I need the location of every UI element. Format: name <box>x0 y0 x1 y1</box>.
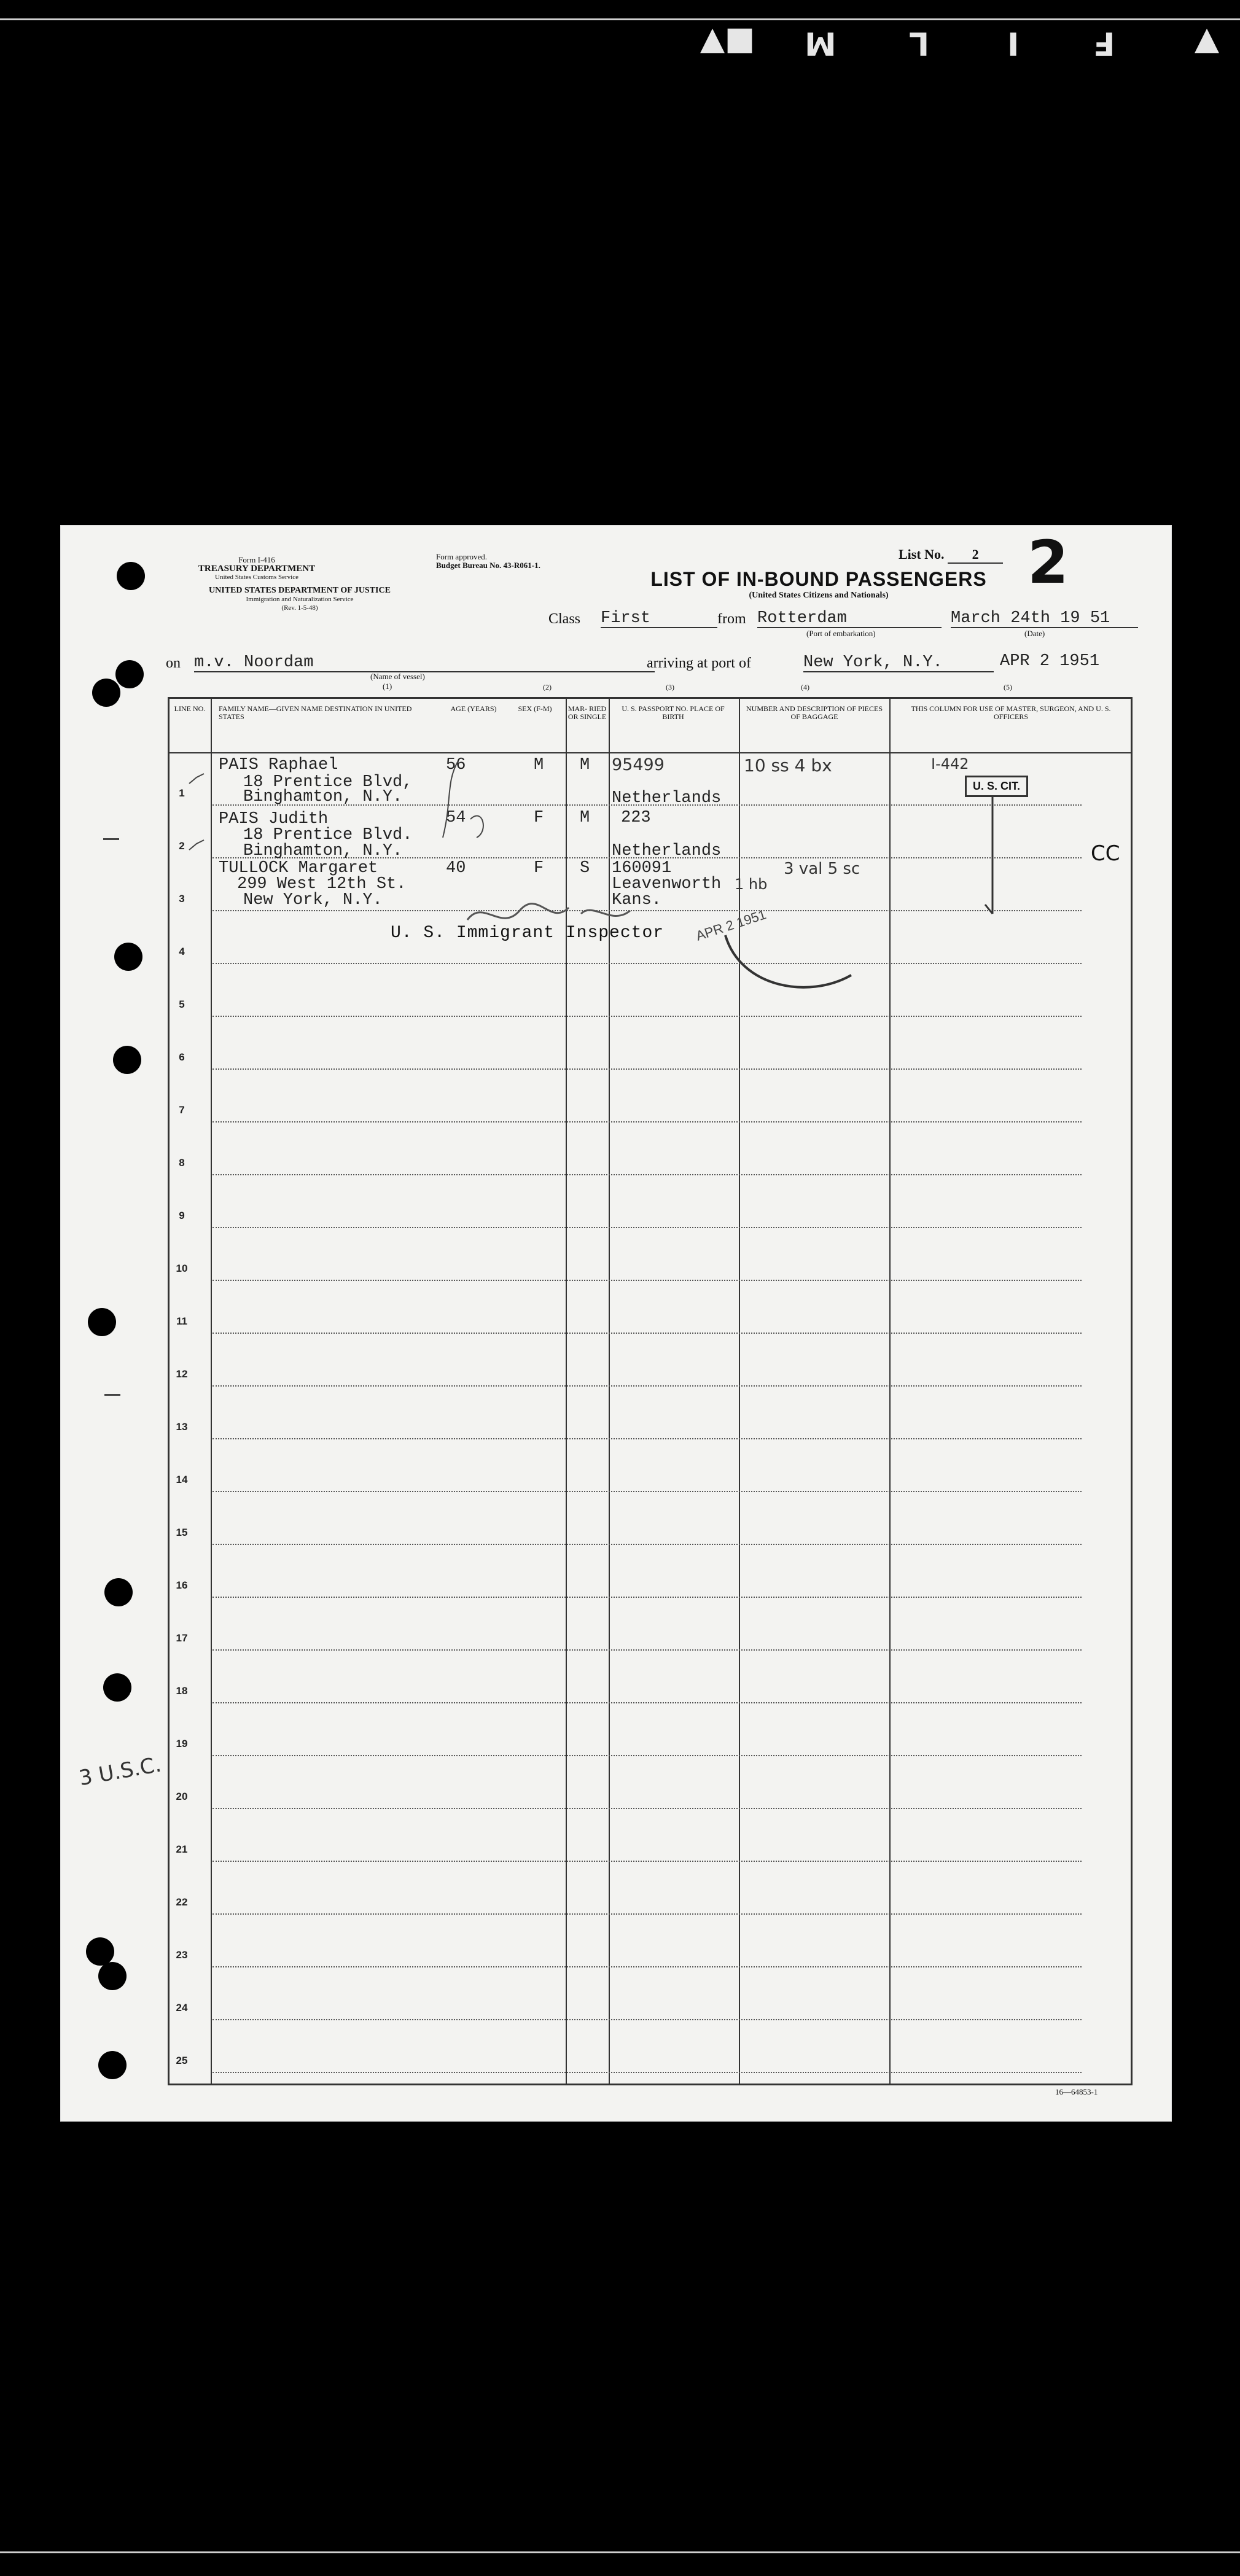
margin-mark <box>103 838 119 840</box>
film-mark: L <box>909 25 930 61</box>
inspector-date-stamp: APR 2 1951 <box>693 906 768 944</box>
punch-hole <box>114 943 142 971</box>
stamp-arc <box>722 932 857 1000</box>
from-value: Rotterdam <box>757 610 942 628</box>
arriving-label: arriving at port of <box>647 655 751 671</box>
row-rule <box>213 1966 1082 1967</box>
list-label: List No. <box>899 547 945 562</box>
inspector-label: U. S. Immigrant Inspector <box>391 924 665 943</box>
vessel-name: m.v. Noordam <box>194 654 655 672</box>
form-agency-block <box>165 556 349 582</box>
passenger-city: Binghamton, N.Y. <box>243 788 403 806</box>
row-number: 9 <box>179 1210 185 1221</box>
film-mark: M <box>805 25 836 61</box>
officer-mark: CC <box>1091 841 1120 866</box>
birth-place-state: Kans. <box>612 891 662 909</box>
date-caption: (Date) <box>1024 629 1045 638</box>
row-number: 2 <box>179 840 185 852</box>
column-divider <box>889 699 891 2084</box>
row-rule <box>213 1861 1082 1862</box>
form-number: Form I-416 <box>238 555 275 564</box>
row-rule <box>213 1068 1082 1070</box>
film-edge-line-bottom <box>0 2551 1240 2553</box>
passenger-married: M <box>580 756 590 774</box>
side-note: 3 U.S.C. <box>77 1752 163 1791</box>
col-header-officers: THIS COLUMN FOR USE OF MASTER, SURGEON, AND U. S. OFFICERS <box>911 704 1111 721</box>
vessel-col-num: (1) <box>383 682 392 691</box>
passenger-address: 18 Prentice Blvd. <box>243 826 413 844</box>
ins-service: Immigration and Naturalization Service <box>246 596 354 603</box>
col-header-passport: U. S. PASSPORT NO. PLACE OF BIRTH <box>622 704 725 721</box>
row-number: 4 <box>179 946 185 957</box>
birth-place: Netherlands <box>612 842 722 860</box>
row-number: 15 <box>176 1527 188 1538</box>
col-header-baggage: NUMBER AND DESCRIPTION OF PIECES OF BAGGAGE <box>746 704 883 721</box>
arrival-date-stamp: APR 2 1951 <box>1000 652 1100 671</box>
row-number: 18 <box>176 1685 188 1697</box>
row-rule <box>213 1913 1082 1915</box>
row-number: 1 <box>179 787 185 799</box>
passenger-name: PAIS Judith <box>219 810 329 828</box>
col-num-4: (4) <box>801 683 809 691</box>
col-header-married: MAR- RIED OR SINGLE <box>567 704 607 721</box>
row-number: 24 <box>176 2002 188 2014</box>
row-rule <box>213 1808 1082 1809</box>
punch-hole <box>88 1308 116 1336</box>
punch-hole <box>98 1962 127 1990</box>
row-number: 14 <box>176 1474 188 1485</box>
row-number: 5 <box>179 998 185 1010</box>
film-edge-line <box>0 18 1240 20</box>
justice-dept: UNITED STATES DEPARTMENT OF JUSTICE <box>209 586 391 595</box>
row-number: 8 <box>179 1157 185 1169</box>
citizen-stamp: U. S. CIT. <box>965 776 1028 797</box>
baggage: 10 ss 4 bx <box>744 755 832 776</box>
margin-mark <box>104 1394 120 1396</box>
passenger-city: Binghamton, N.Y. <box>243 842 403 860</box>
row-rule <box>213 1121 1082 1123</box>
row-rule <box>213 1333 1082 1334</box>
list-value: 2 <box>948 547 1003 564</box>
row-rule <box>213 1227 1082 1228</box>
treasury-dept: TREASURY DEPARTMENT <box>198 564 316 574</box>
on-label: on <box>166 655 181 671</box>
class-label: Class <box>548 611 581 627</box>
passport-number: 223 <box>621 809 651 827</box>
birth-place: Netherlands <box>612 789 722 807</box>
row-rule <box>213 1755 1082 1756</box>
row-number: 19 <box>176 1738 188 1749</box>
page-subtitle: (United States Citizens and Nationals) <box>749 591 889 600</box>
passport-number: 160091 <box>612 859 672 877</box>
baggage-extra: 1 hb <box>735 876 768 893</box>
passenger-name: TULLOCK Margaret <box>219 859 378 877</box>
punch-hole <box>113 1046 141 1074</box>
row-number: 3 <box>179 893 185 905</box>
punch-hole <box>98 2051 127 2079</box>
row-rule <box>213 1544 1082 1545</box>
passenger-age: 56 <box>446 756 466 774</box>
hand-bracket <box>415 758 501 844</box>
film-mark: ▼ <box>1195 25 1219 61</box>
passenger-sex: M <box>534 756 544 774</box>
row-number: 7 <box>179 1104 185 1116</box>
page-title: LIST OF IN-BOUND PASSENGERS <box>650 568 987 590</box>
row-rule <box>213 1016 1082 1017</box>
row-rule <box>213 1438 1082 1439</box>
list-number <box>899 547 1003 564</box>
from-caption: (Port of embarkation) <box>806 629 876 638</box>
film-mark: I <box>1007 25 1020 61</box>
form-footer-code: 16—64853-1 <box>1055 2087 1098 2096</box>
row-number: 25 <box>176 2055 188 2066</box>
col-header-sex: SEX (F-M) <box>518 704 552 713</box>
row-rule <box>213 2072 1082 2073</box>
list-number-handwritten: 2 <box>1027 528 1069 597</box>
row-rule <box>213 2019 1082 2020</box>
passenger-age: 40 <box>446 859 466 877</box>
passenger-sex: F <box>534 859 544 877</box>
row-rule <box>213 1385 1082 1387</box>
date-value: March 24th 19 51 <box>951 610 1138 628</box>
row-number: 11 <box>176 1315 187 1327</box>
row-number: 23 <box>176 1949 188 1961</box>
passenger-address: 299 West 12th St. <box>237 875 407 893</box>
column-divider <box>739 699 740 2084</box>
passenger-age: 54 <box>446 809 466 827</box>
row-rule <box>213 1280 1082 1281</box>
bracket-mark <box>980 797 1005 920</box>
col-num-2: (2) <box>543 683 552 691</box>
row-number: 20 <box>176 1791 188 1802</box>
row-number: 6 <box>179 1051 185 1063</box>
check-mark <box>188 771 206 790</box>
film-mark: F <box>1093 25 1115 61</box>
budget-bureau: Budget Bureau No. 43-R061-1. <box>436 561 540 570</box>
row-rule <box>213 963 1082 964</box>
passport-number: 95499 <box>612 755 665 774</box>
punch-hole <box>92 679 120 707</box>
class-value: First <box>601 610 717 628</box>
row-rule <box>213 1702 1082 1703</box>
passenger-name: PAIS Raphael <box>219 756 338 774</box>
passenger-city: New York, N.Y. <box>243 891 383 909</box>
vessel-caption: (Name of vessel) <box>370 672 425 681</box>
punch-hole <box>115 660 144 688</box>
header-rule <box>170 752 1131 753</box>
passenger-married: M <box>580 809 590 827</box>
birth-place: Leavenworth <box>612 875 722 893</box>
row-rule <box>213 1174 1082 1175</box>
col-num-5: (5) <box>1004 683 1012 691</box>
arrival-port: New York, N.Y. <box>803 654 994 672</box>
manifest-sheet <box>60 525 1172 2122</box>
row-rule <box>213 1491 1082 1492</box>
row-number: 10 <box>176 1263 188 1274</box>
check-mark <box>188 838 206 856</box>
punch-hole <box>104 1578 133 1606</box>
justice-block <box>162 586 438 612</box>
from-label: from <box>717 611 746 627</box>
row-number: 16 <box>176 1579 188 1591</box>
form-approved: Form approved. <box>436 552 488 561</box>
baggage: 3 val 5 sc <box>784 860 860 878</box>
column-divider <box>211 699 212 2084</box>
row-number: 22 <box>176 1896 188 1908</box>
col-header-line: LINE NO. <box>174 704 206 713</box>
row-number: 21 <box>176 1843 188 1855</box>
passenger-sex: F <box>534 809 544 827</box>
customs-service: United States Customs Service <box>215 574 298 581</box>
col-header-age: AGE (YEARS) <box>450 704 497 713</box>
passenger-married: S <box>580 859 590 877</box>
officer-note: I-442 <box>931 755 969 772</box>
film-header <box>0 0 1240 74</box>
row-number: 12 <box>176 1368 188 1380</box>
passenger-table <box>168 683 1133 2085</box>
row-rule <box>213 1597 1082 1598</box>
punch-hole <box>86 1937 114 1966</box>
col-num-3: (3) <box>666 683 674 691</box>
row-number: 17 <box>176 1632 188 1644</box>
passenger-address: 18 Prentice Blvd, <box>243 773 413 792</box>
punch-hole <box>103 1673 131 1702</box>
col-header-name: FAMILY NAME—GIVEN NAME DESTINATION IN UNITED STATES <box>219 704 412 721</box>
row-rule <box>213 1649 1082 1651</box>
film-mark: ■▼ <box>700 25 755 61</box>
form-revision: (Rev. 1-5-48) <box>281 604 318 612</box>
row-number: 13 <box>176 1421 188 1433</box>
approval-block <box>436 553 639 570</box>
row-rule <box>213 910 1082 911</box>
punch-hole <box>117 562 145 590</box>
title-block <box>634 568 1003 601</box>
